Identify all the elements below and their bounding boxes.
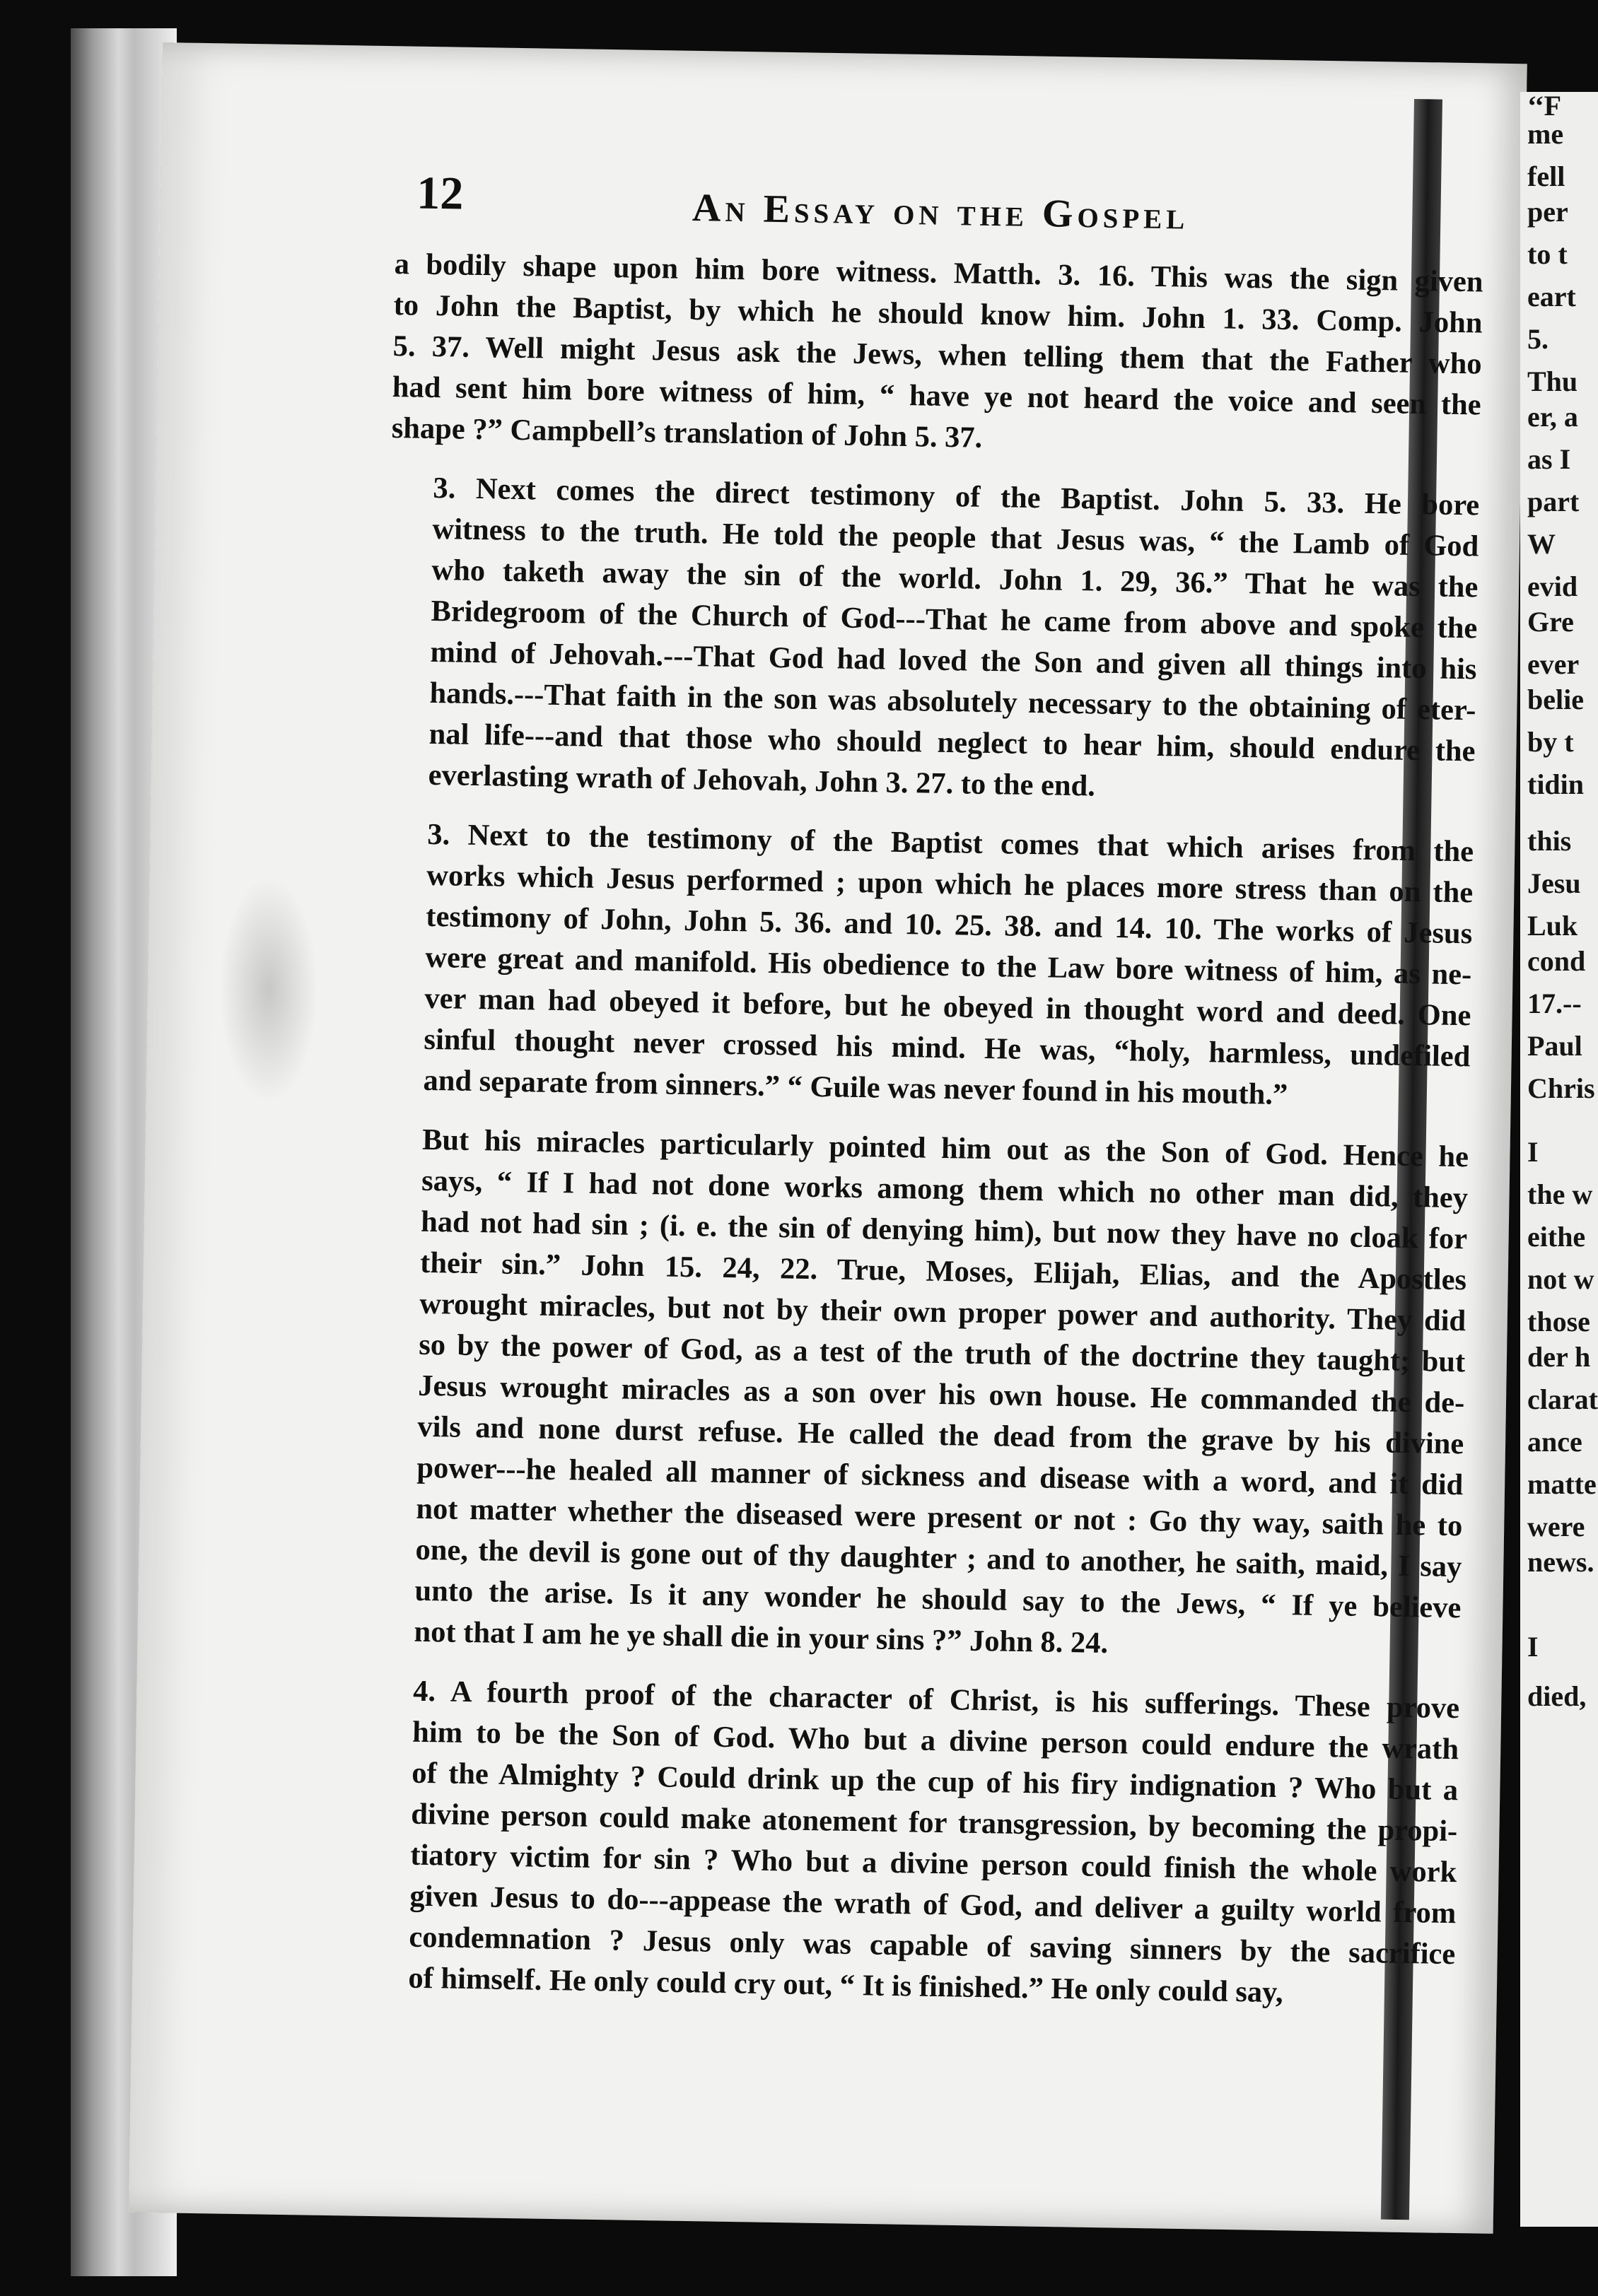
facing-page-fragment: Paul [1527, 1030, 1582, 1062]
text-line: to John the Baptist, by which he should know him. John 1. 33. Comp. John [393, 288, 1483, 340]
text-line: who taketh away the sin of the world. John 1. 29, 36.” That he was the [431, 553, 1479, 604]
text-line: ver man had obeyed it before, but he obeyed in thought word and deed. One [424, 981, 1471, 1033]
facing-page-fragment: ‘‘F [1527, 90, 1562, 122]
facing-page [1520, 92, 1598, 2227]
text-line: sinful thought never crossed his mind. He was, “holy, harmless, undefiled [424, 1022, 1471, 1074]
page-stain [219, 877, 318, 1103]
text-line: given Jesus to do---appease the wrath of God, and deliver a guilty world from [409, 1879, 1457, 1931]
facing-page-fragment: I [1527, 1136, 1539, 1168]
text-line: a bodily shape upon him bore witness. Matth. 3. 16. This was the sign given [394, 247, 1483, 299]
text-line: testimony of John, John 5. 36. and 10. 25. 38. and 14. 10. The works of Jesus [426, 899, 1473, 951]
text-line: everlasting wrath of Jehovah, John 3. 27. to the end. [428, 758, 1096, 803]
facing-page-fragment: were [1527, 1511, 1585, 1542]
text-line: power---he healed all manner of sickness and disease with a word, and it did [416, 1451, 1464, 1502]
facing-page-fragment: cond [1527, 945, 1586, 977]
facing-page-fragment: not w [1527, 1263, 1594, 1295]
facing-page-fragment: Chris [1527, 1072, 1595, 1104]
text-line: had not had sin ; (i. e. the sin of denying him), but now they have no cloak for [420, 1205, 1468, 1256]
text-line: mind of Jehovah.---That God had loved the Son and given all things into his [430, 635, 1477, 686]
facing-page-fragment: ance [1527, 1426, 1582, 1458]
facing-page-fragment: belie [1527, 684, 1584, 715]
text-line: 3. Next to the testimony of the Baptist comes that which arises from the [426, 817, 1474, 869]
text-line: hands.---That faith in the son was absolutely necessary to the obtaining of eter- [429, 676, 1476, 727]
facing-page-fragment: Jesu [1527, 867, 1581, 899]
text-line: nal life---and that those who should neglect to hear him, should endure the [428, 717, 1476, 768]
facing-page-fragment: tidin [1527, 768, 1585, 800]
text-line: But his miracles particularly pointed him out as the Son of God. Hence he [421, 1123, 1469, 1174]
text-line: were great and manifold. His obedience to the Law bore witness of him, as ne- [425, 940, 1472, 992]
facing-page-fragment: er, a [1527, 401, 1578, 433]
text-line: 5. 37. Well might Jesus ask the Jews, when telling them that the Father who [392, 329, 1482, 381]
facing-page-fragment: this [1527, 825, 1572, 857]
text-line: Bridegroom of the Church of God---That he came from above and spoke the [431, 594, 1478, 645]
facing-page-fragment: Luk [1527, 910, 1578, 942]
facing-page-fragment: der h [1527, 1341, 1591, 1373]
facing-page-fragment: matte [1527, 1468, 1597, 1500]
facing-page-fragment: eithe [1527, 1221, 1586, 1253]
facing-page-fragment: evid [1527, 570, 1578, 602]
text-line: condemnation ? Jesus only was capable of saving sinners by the sacrifice [409, 1920, 1456, 1972]
text-line: wrought miracles, but not by their own proper power and authority. They did [419, 1287, 1466, 1338]
text-line: one, the devil is gone out of thy daughter ; and to another, he saith, maid, I say [415, 1533, 1462, 1584]
text-line: vils and none durst refuse. He called the dead from the grave by his divine [417, 1410, 1464, 1461]
page-number: 12 [416, 167, 464, 220]
text-line: unto the arise. Is it any wonder he should say to the Jews, “ If ye believe [414, 1574, 1462, 1625]
facing-page-fragment: news. [1527, 1546, 1594, 1578]
text-line: of the Almighty ? Could drink up the cup of his firy indignation ? Who but a [411, 1756, 1459, 1808]
text-line: their sin.” John 15. 24, 22. True, Moses, Elijah, Elias, and the Apostles [419, 1246, 1467, 1297]
text-line: 3. Next comes the direct testimony of the Baptist. John 5. 33. He bore [433, 471, 1480, 522]
text-line: and separate from sinners.” “ Guile was never found in his mouth.” [423, 1063, 1288, 1112]
paragraph [371, 1119, 1469, 1670]
text-line: tiatory victim for sin ? Who but a divine person could finish the whole work [410, 1838, 1457, 1890]
facing-page-fragment: per [1527, 196, 1568, 228]
paragraph [385, 467, 1479, 813]
paragraph [380, 814, 1474, 1118]
facing-page-fragment: fell [1527, 160, 1565, 192]
facing-page-fragment: me [1527, 118, 1564, 150]
text-line: 4. A fourth proof of the character of Christ, is his sufferings. These prove [412, 1674, 1460, 1726]
running-title: An Essay on the Gospel [692, 185, 1189, 238]
facing-page-fragment: died, [1527, 1680, 1587, 1712]
text-line: had sent him bore witness of him, “ have ye not heard the voice and seen the [392, 370, 1481, 422]
text-line: Jesus wrought miracles as a son over his own house. He commanded the de- [418, 1369, 1465, 1420]
facing-page-fragment: clarat [1527, 1383, 1598, 1415]
facing-page-fragment: as I [1527, 443, 1571, 475]
text-line: says, “ If I had not done works among them which no other man did, they [421, 1164, 1469, 1215]
facing-page-fragment: W [1527, 528, 1556, 560]
text-line: not that I am he ye shall die in your sins ?” John 8. 24. [414, 1615, 1109, 1660]
facing-page-fragment: the w [1527, 1178, 1593, 1210]
facing-page-fragment: Thu [1527, 365, 1578, 397]
facing-page-fragment: Gre [1527, 606, 1574, 638]
paragraph [366, 1670, 1459, 2016]
facing-page-fragment: part [1527, 486, 1580, 517]
text-block [366, 166, 1485, 2034]
facing-page-fragment: 5. [1527, 323, 1549, 355]
facing-page-fragment: I [1527, 1631, 1539, 1663]
text-line: divine person could make atonement for transgression, by becoming the propi- [410, 1797, 1458, 1849]
facing-page-fragment: 17.-- [1527, 988, 1582, 1019]
text-line: not matter whether the diseased were present or not : Go thy way, saith he to [416, 1492, 1463, 1543]
facing-page-fragment: ever [1527, 648, 1580, 680]
facing-page-fragment: by t [1527, 726, 1574, 758]
paragraph [391, 244, 1483, 467]
text-line: shape ?” Campbell’s translation of John 5. 37. [391, 411, 983, 455]
text-line: works which Jesus performed ; upon which he places more stress than on the [426, 858, 1474, 910]
body-text [366, 244, 1483, 2016]
text-line: so by the power of God, as a test of the truth of the doctrine they taught; but [418, 1328, 1466, 1379]
facing-page-fragment: to t [1527, 238, 1568, 270]
facing-page-fragment: eart [1527, 281, 1576, 312]
facing-page-fragment: those [1527, 1306, 1590, 1337]
text-line: of himself. He only could cry out, “ It is finished.” He only could say, [408, 1961, 1284, 2010]
text-line: witness to the truth. He told the people that Jesus was, “ the Lamb of God [432, 512, 1479, 563]
text-line: him to be the Son of God. Who but a divine person could endure the wrath [412, 1715, 1459, 1767]
